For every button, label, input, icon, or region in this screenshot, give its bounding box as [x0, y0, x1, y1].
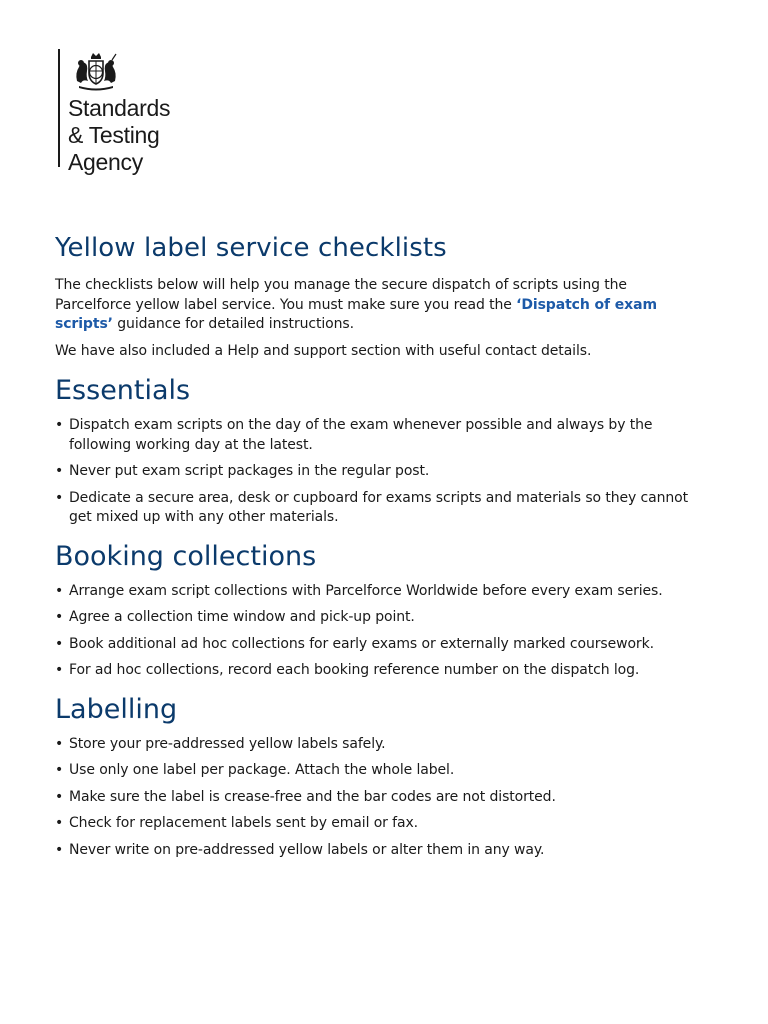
bullet-icon: •	[55, 463, 64, 479]
list-item-text: Never write on pre-addressed yellow labels or alter them in any way.	[69, 841, 545, 858]
intro-paragraph	[55, 276, 705, 335]
list-item-text: Use only one label per package. Attach the whole label.	[69, 762, 455, 778]
logo-line-2: & Testing	[68, 122, 160, 148]
bullet-icon: •	[55, 635, 64, 652]
bullet-icon: •	[55, 489, 64, 506]
list-item	[55, 735, 705, 755]
list-item-text: Store your pre-addressed yellow labels safely.	[69, 735, 386, 752]
bullet-icon: •	[55, 815, 64, 831]
dispatch-guidance-link[interactable]: ‘Dispatch of exam scripts’	[55, 296, 657, 332]
essentials-list	[55, 416, 705, 528]
list-item	[55, 416, 705, 455]
royal-coat-of-arms-icon	[71, 51, 121, 91]
list-item-text: Make sure the label is crease-free and the bar codes are not distorted.	[69, 788, 556, 805]
logo-divider	[58, 49, 60, 167]
list-item	[55, 635, 705, 655]
list-item	[55, 761, 705, 781]
logo-line-1: Standards	[68, 95, 171, 121]
intro-text-after-link: guidance for detailed instructions.	[112, 316, 354, 332]
list-item	[55, 489, 705, 528]
list-item	[55, 788, 705, 808]
logo-text	[68, 95, 170, 176]
bullet-icon: •	[55, 662, 64, 678]
list-item-text: Never put exam script packages in the regular post.	[69, 463, 430, 479]
booking-list	[55, 582, 705, 681]
list-item-text: Dedicate a secure area, desk or cupboard for exams scripts and materials so they cannot get mixed up with any other materials.	[69, 489, 689, 525]
list-item	[55, 814, 705, 834]
bullet-icon: •	[55, 609, 64, 625]
logo-body	[68, 49, 171, 175]
bullet-icon: •	[55, 788, 64, 805]
bullet-icon: •	[55, 735, 64, 752]
bullet-icon: •	[55, 582, 64, 599]
bullet-icon: •	[55, 841, 64, 858]
section-heading-labelling: Labelling	[55, 693, 178, 725]
section-heading-booking: Booking collections	[55, 540, 317, 572]
agency-logo	[58, 49, 171, 175]
list-item-text: Dispatch exam scripts on the day of the exam whenever possible and always by the following working day at the latest.	[69, 417, 653, 453]
logo-line-3: Agency	[68, 149, 143, 175]
bullet-icon: •	[55, 762, 64, 778]
list-item-text: For ad hoc collections, record each booking reference number on the dispatch log.	[69, 662, 640, 678]
page-title: Yellow label service checklists	[55, 233, 447, 263]
section-heading-essentials: Essentials	[55, 375, 191, 406]
list-item-text: Book additional ad hoc collections for early exams or externally marked coursework.	[69, 635, 654, 652]
list-item	[55, 608, 705, 628]
help-support-paragraph: We have also included a Help and support section with useful contact details.	[55, 342, 592, 359]
list-item	[55, 841, 705, 861]
intro-text-before-link: The checklists below will help you manage the secure dispatch of scripts using the Parcelforce yellow label service. You must make sure you read the	[55, 277, 627, 313]
labelling-list	[55, 735, 705, 861]
document-content	[55, 230, 705, 867]
list-item	[55, 661, 705, 681]
list-item	[55, 582, 705, 602]
list-item-text: Agree a collection time window and pick-up point.	[69, 609, 415, 625]
list-item-text: Arrange exam script collections with Parcelforce Worldwide before every exam series.	[69, 582, 663, 599]
list-item-text: Check for replacement labels sent by email or fax.	[69, 815, 419, 831]
list-item	[55, 462, 705, 482]
bullet-icon: •	[55, 417, 64, 433]
